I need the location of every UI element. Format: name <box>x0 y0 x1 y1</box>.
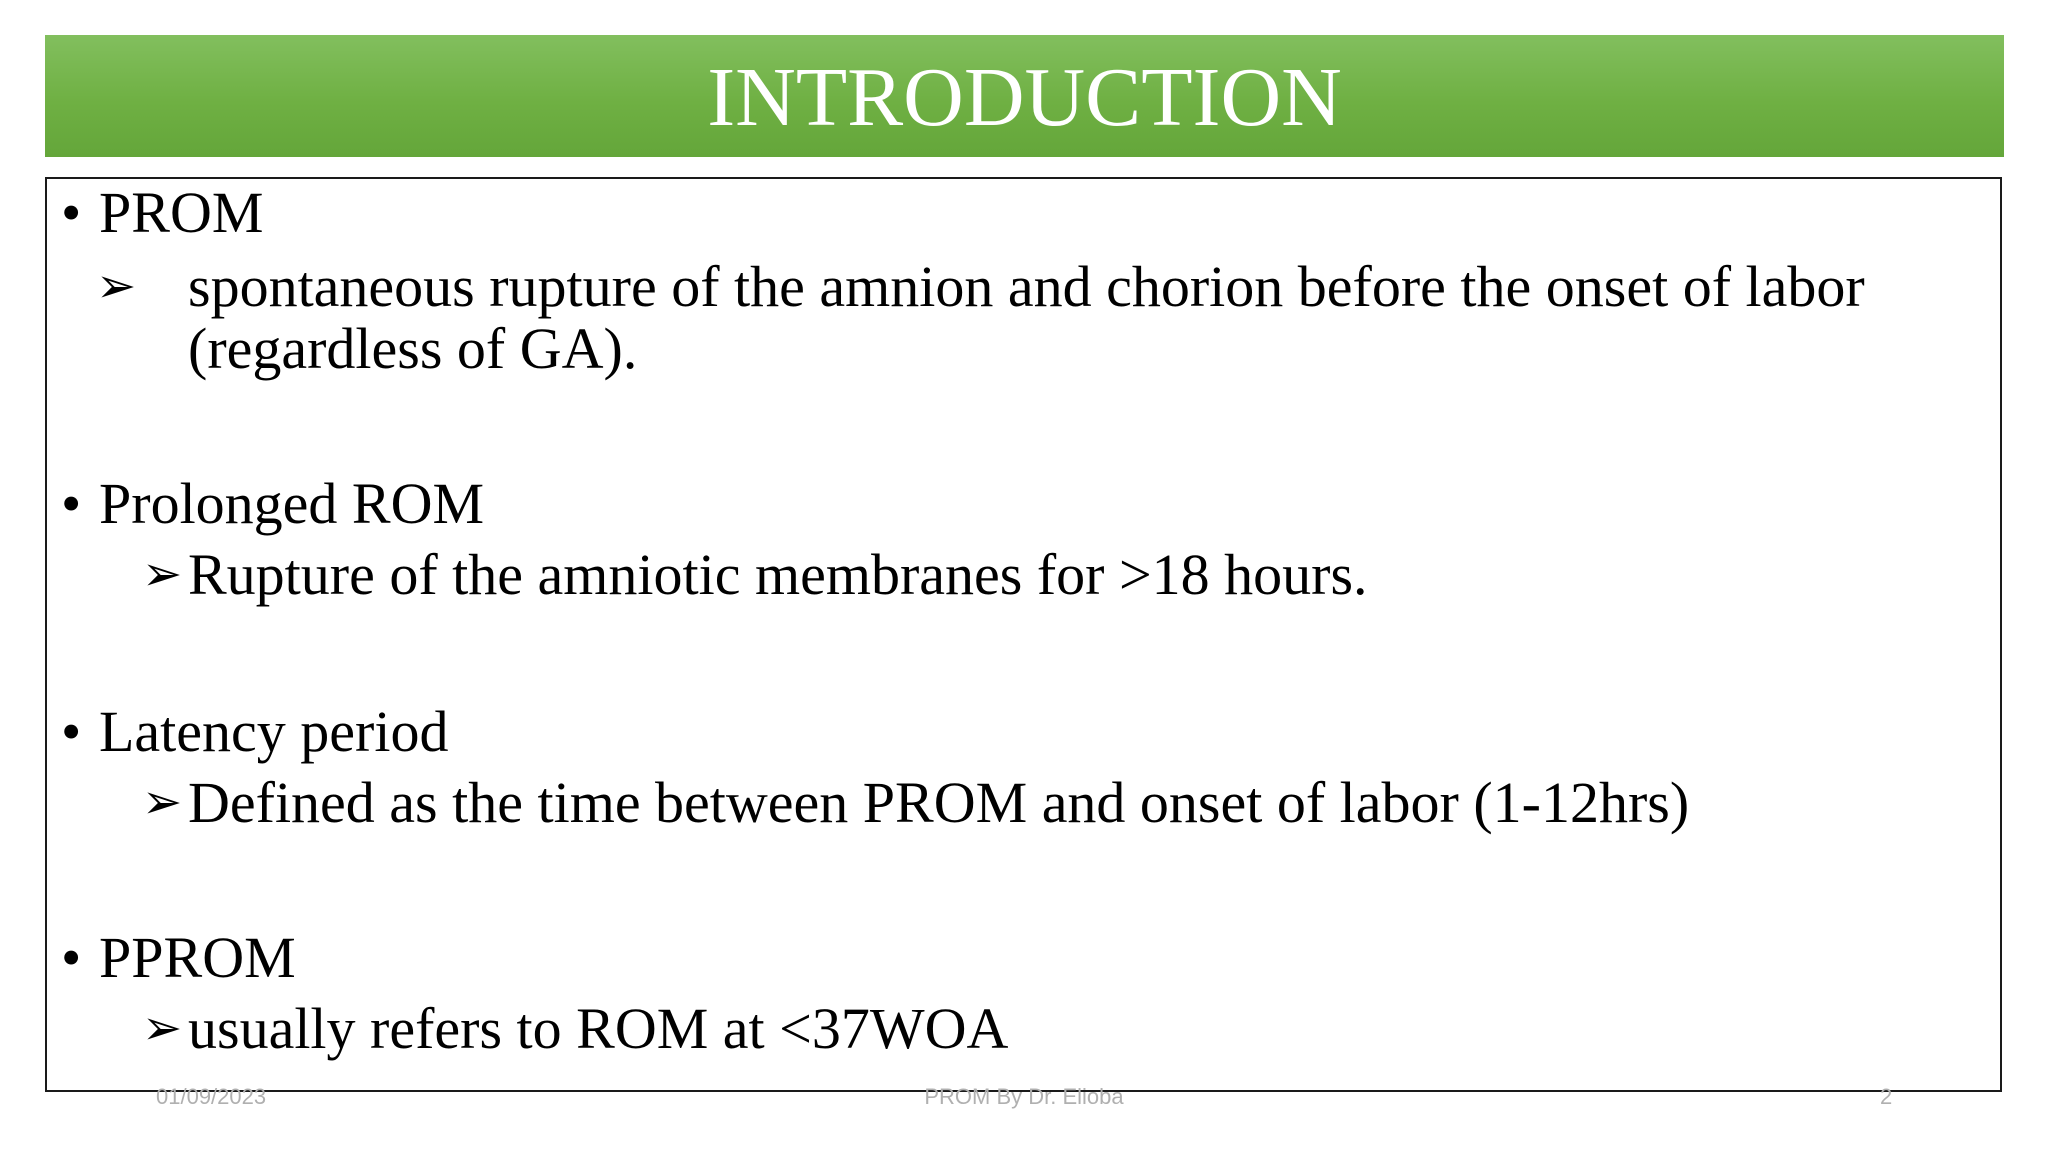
bullet-label: Prolonged ROM <box>99 471 485 536</box>
sub-bullet-latency-period <box>142 771 1972 834</box>
content-box <box>45 177 2002 1092</box>
bullet-prolonged-rom <box>61 471 485 536</box>
sub-bullet-text: usually refers to ROM at <37WOA <box>188 996 1009 1061</box>
bullet-marker: • <box>61 471 82 536</box>
sub-bullet-prolonged-rom <box>142 543 1972 606</box>
bullet-marker: • <box>61 180 82 245</box>
bullet-label: PPROM <box>99 925 296 990</box>
bullet-pprom <box>61 925 296 990</box>
arrow-marker-icon: ➢ <box>96 258 137 314</box>
bullet-label: PROM <box>99 180 264 245</box>
footer-author: PROM By Dr. Elioba <box>924 1084 1124 1109</box>
arrow-marker-icon: ➢ <box>142 1000 183 1056</box>
footer-date: 01/09/2023 <box>156 1084 267 1109</box>
sub-bullet-prom <box>96 254 2018 381</box>
sub-bullet-text: Defined as the time between PROM and onset of labor (1-12hrs) <box>188 770 1690 835</box>
footer-page-number: 2 <box>1880 1084 1893 1109</box>
bullet-marker: • <box>61 699 82 764</box>
slide-title: INTRODUCTION <box>707 51 1342 144</box>
arrow-marker-icon: ➢ <box>142 774 183 830</box>
bullet-marker: • <box>61 925 82 990</box>
sub-bullet-pprom <box>142 997 1972 1060</box>
bullet-latency-period <box>61 699 449 764</box>
bullet-label: Latency period <box>99 699 449 764</box>
sub-bullet-text: Rupture of the amniotic membranes for >18 hours. <box>188 542 1368 607</box>
arrow-marker-icon: ➢ <box>142 546 183 602</box>
sub-bullet-text: spontaneous rupture of the amnion and chorion before the onset of labor (regardless of GA). <box>188 254 1865 381</box>
bullet-prom <box>61 180 264 245</box>
title-bar <box>45 35 2004 157</box>
